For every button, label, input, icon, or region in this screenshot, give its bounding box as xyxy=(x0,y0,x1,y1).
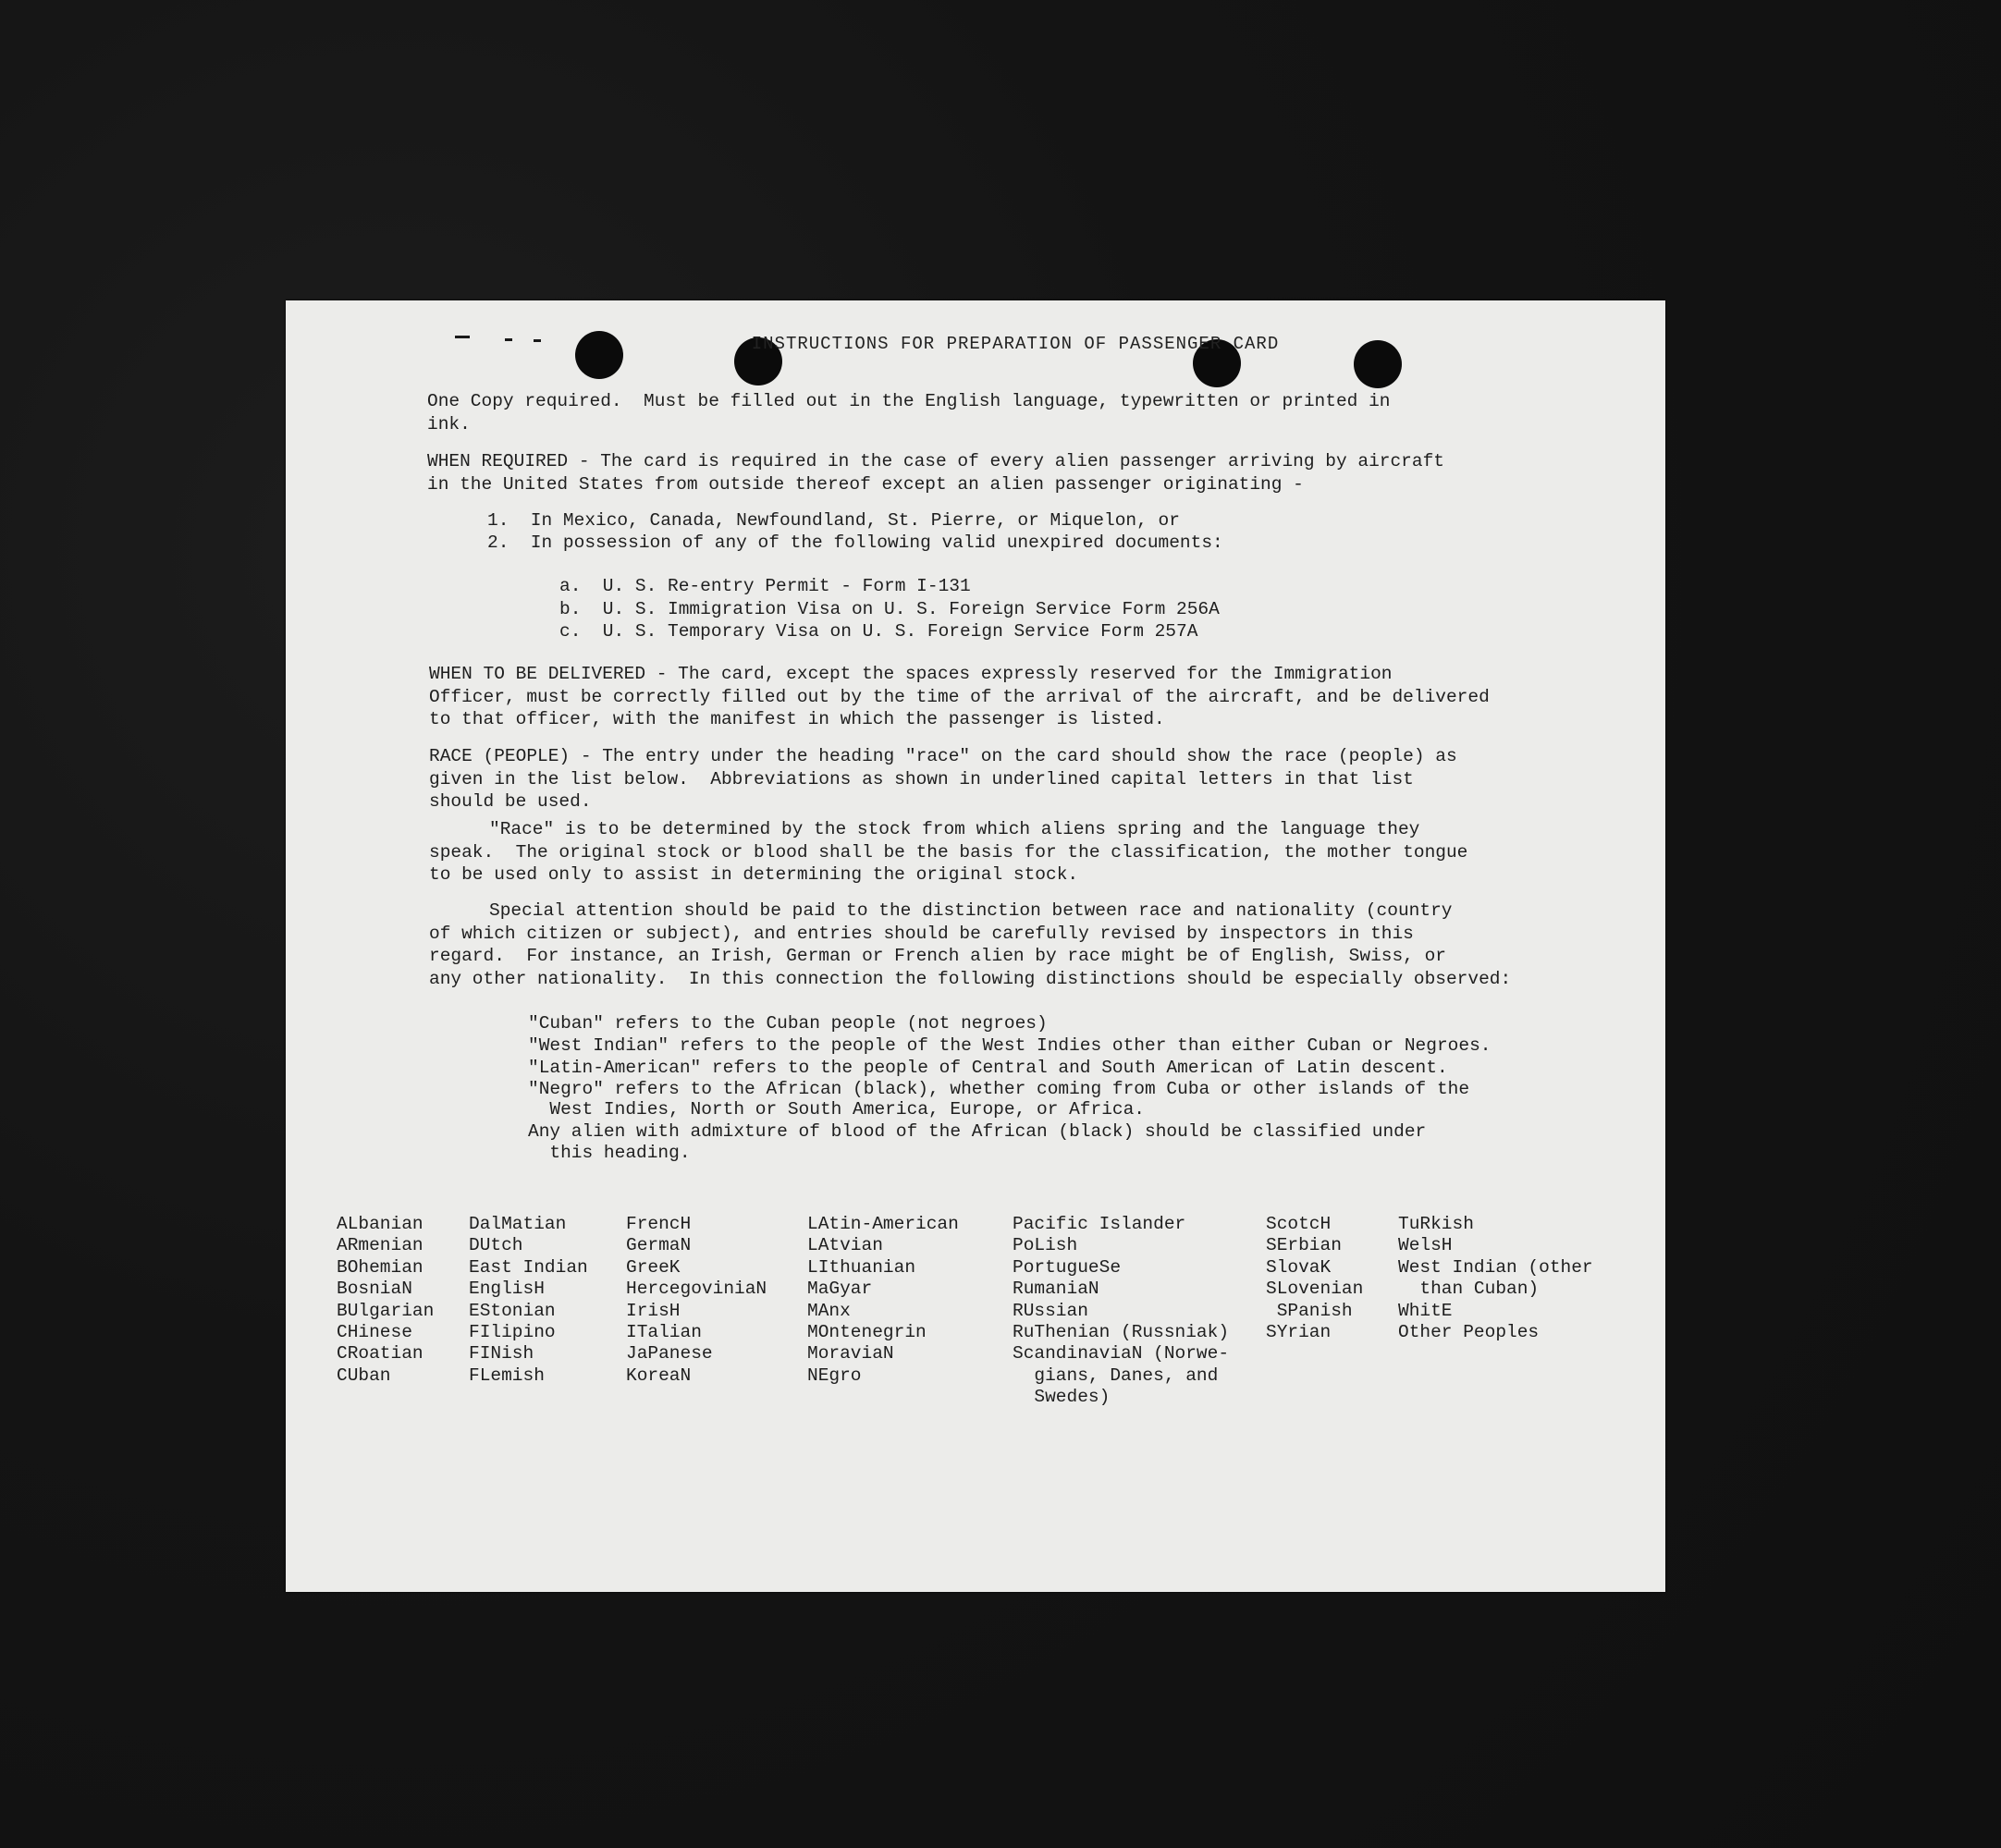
race-entry: MAnx xyxy=(807,1300,851,1321)
ink-mark xyxy=(534,339,541,342)
race-entry: PoLish xyxy=(1013,1235,1078,1256)
document-page xyxy=(286,300,1665,1592)
race-entry: GreeK xyxy=(626,1256,681,1278)
race-entry: FrencH xyxy=(626,1214,692,1234)
race-column xyxy=(626,1214,767,1387)
race-entry: ITalian xyxy=(626,1322,702,1343)
race-entry: SlovaK xyxy=(1266,1256,1332,1278)
race-entry: WelsH xyxy=(1398,1235,1453,1256)
race-entry: GermaN xyxy=(626,1235,692,1256)
race-heading-paragraph: RACE (PEOPLE) - The entry under the heading "race" on the card should show the race (people) as given in the list below. Abbreviations as shown in underlined capital letters in that list should be used. xyxy=(429,746,1457,812)
race-entry: BUlgarian xyxy=(337,1300,435,1321)
race-entry: RuThenian (Russniak) xyxy=(1013,1322,1230,1343)
race-entry: KoreaN xyxy=(626,1365,692,1386)
race-entry: MaGyar xyxy=(807,1279,873,1300)
race-entry: FIlipino xyxy=(469,1322,556,1343)
document-item: b. U. S. Immigration Visa on U. S. Foreign Service Form 256A xyxy=(559,599,1220,619)
race-entry: DalMatian xyxy=(469,1214,567,1234)
race-entry: ARmenian xyxy=(337,1235,424,1256)
race-entry: LAtvian xyxy=(807,1235,883,1256)
race-entry: ALbanian xyxy=(337,1214,424,1234)
punch-hole xyxy=(575,331,623,379)
race-entry: LIthuanian xyxy=(807,1256,916,1278)
race-entry: RUssian xyxy=(1013,1300,1088,1321)
race-entry: ScotcH xyxy=(1266,1214,1332,1234)
distinction-item: Any alien with admixture of blood of the African (black) should be classified under this heading. xyxy=(528,1121,1427,1163)
race-entry: RumaniaN xyxy=(1013,1279,1099,1300)
race-entry: SLovenian xyxy=(1266,1279,1364,1300)
ink-mark xyxy=(455,336,470,338)
document-item: a. U. S. Re-entry Permit - Form I-131 xyxy=(559,576,971,596)
race-entry: NEgro xyxy=(807,1365,862,1386)
race-entry: SYrian xyxy=(1266,1322,1332,1343)
race-entry: CUban xyxy=(337,1365,391,1386)
race-entry: SErbian xyxy=(1266,1235,1342,1256)
race-column xyxy=(1013,1214,1229,1409)
distinction-item: "Negro" refers to the African (black), whether coming from Cuba or other islands of the West Indies, North or South America, Europe, or Africa. xyxy=(528,1079,1470,1120)
race-column xyxy=(1398,1214,1593,1343)
race-column xyxy=(807,1214,959,1387)
race-entry: MoraviaN xyxy=(807,1343,894,1365)
when-required-paragraph: WHEN REQUIRED - The card is required in the case of every alien passenger arriving by aircraft in the United States from outside thereof except an alien passenger originating - xyxy=(427,451,1444,495)
race-entry: ScandinaviaN (Norwe- gians, Danes, and Swedes) xyxy=(1013,1343,1230,1408)
race-entry: LAtin-American xyxy=(807,1214,959,1234)
race-entry: CRoatian xyxy=(337,1343,424,1365)
race-entry: TuRkish xyxy=(1398,1214,1474,1234)
intro-paragraph: One Copy required. Must be filled out in the English language, typewritten or printed in ink. xyxy=(427,391,1391,434)
race-entry: BOhemian xyxy=(337,1256,424,1278)
race-column xyxy=(337,1214,434,1387)
when-required-item: 2. In possession of any of the following valid unexpired documents: xyxy=(487,532,1223,553)
race-entry: MOntenegrin xyxy=(807,1322,927,1343)
race-entry: BosniaN xyxy=(337,1279,412,1300)
race-entry: CHinese xyxy=(337,1322,412,1343)
race-entry: East Indian xyxy=(469,1256,588,1278)
race-entry: Other Peoples xyxy=(1398,1322,1540,1343)
race-entry: EStonian xyxy=(469,1300,556,1321)
race-entry: EnglisH xyxy=(469,1279,545,1300)
page-title: INSTRUCTIONS FOR PREPARATION OF PASSENGER CARD xyxy=(751,334,1280,354)
race-entry: HercegoviniaN xyxy=(626,1279,767,1300)
race-entry: SPanish xyxy=(1266,1300,1353,1321)
when-delivered-paragraph: WHEN TO BE DELIVERED - The card, except the spaces expressly reserved for the Immigration Officer, must be correctly filled out by the time of the arrival of the aircraft, and be delivered to that officer, with the manifest in which the passenger is listed. xyxy=(429,664,1490,729)
ink-mark xyxy=(505,338,512,341)
race-entry: WhitE xyxy=(1398,1300,1453,1321)
race-attention-paragraph: Special attention should be paid to the distinction between race and nationality (country of which citizen or subject), and entries should be carefully revised by inspectors in this regard. For instance, an Irish, German or French alien by race might be of English, Swiss, or any other nationality. In this connection the following distinctions should be especially observed: xyxy=(429,900,1512,989)
race-column xyxy=(469,1214,588,1387)
race-column xyxy=(1266,1214,1363,1343)
distinction-item: "West Indian" refers to the people of the West Indies other than either Cuban or Negroes. xyxy=(528,1035,1492,1056)
distinction-item: "Latin-American" refers to the people of Central and South American of Latin descent. xyxy=(528,1058,1448,1078)
race-entry: JaPanese xyxy=(626,1343,713,1365)
race-entry: FLemish xyxy=(469,1365,545,1386)
race-entry: FINish xyxy=(469,1343,534,1365)
race-entry: West Indian (other than Cuban) xyxy=(1398,1256,1593,1300)
race-entry: Pacific Islander xyxy=(1013,1214,1186,1234)
race-entry: IrisH xyxy=(626,1300,681,1321)
document-item: c. U. S. Temporary Visa on U. S. Foreign Service Form 257A xyxy=(559,621,1198,642)
race-entry: DUtch xyxy=(469,1235,523,1256)
distinction-item: "Cuban" refers to the Cuban people (not negroes) xyxy=(528,1013,1048,1034)
when-required-item: 1. In Mexico, Canada, Newfoundland, St. Pierre, or Miquelon, or xyxy=(487,510,1180,531)
race-entry: PortugueSe xyxy=(1013,1256,1122,1278)
race-definition-paragraph: "Race" is to be determined by the stock from which aliens spring and the language they speak. The original stock or blood shall be the basis for the classification, the mother tongue to be used only to assist in determining the original stock. xyxy=(429,819,1468,885)
